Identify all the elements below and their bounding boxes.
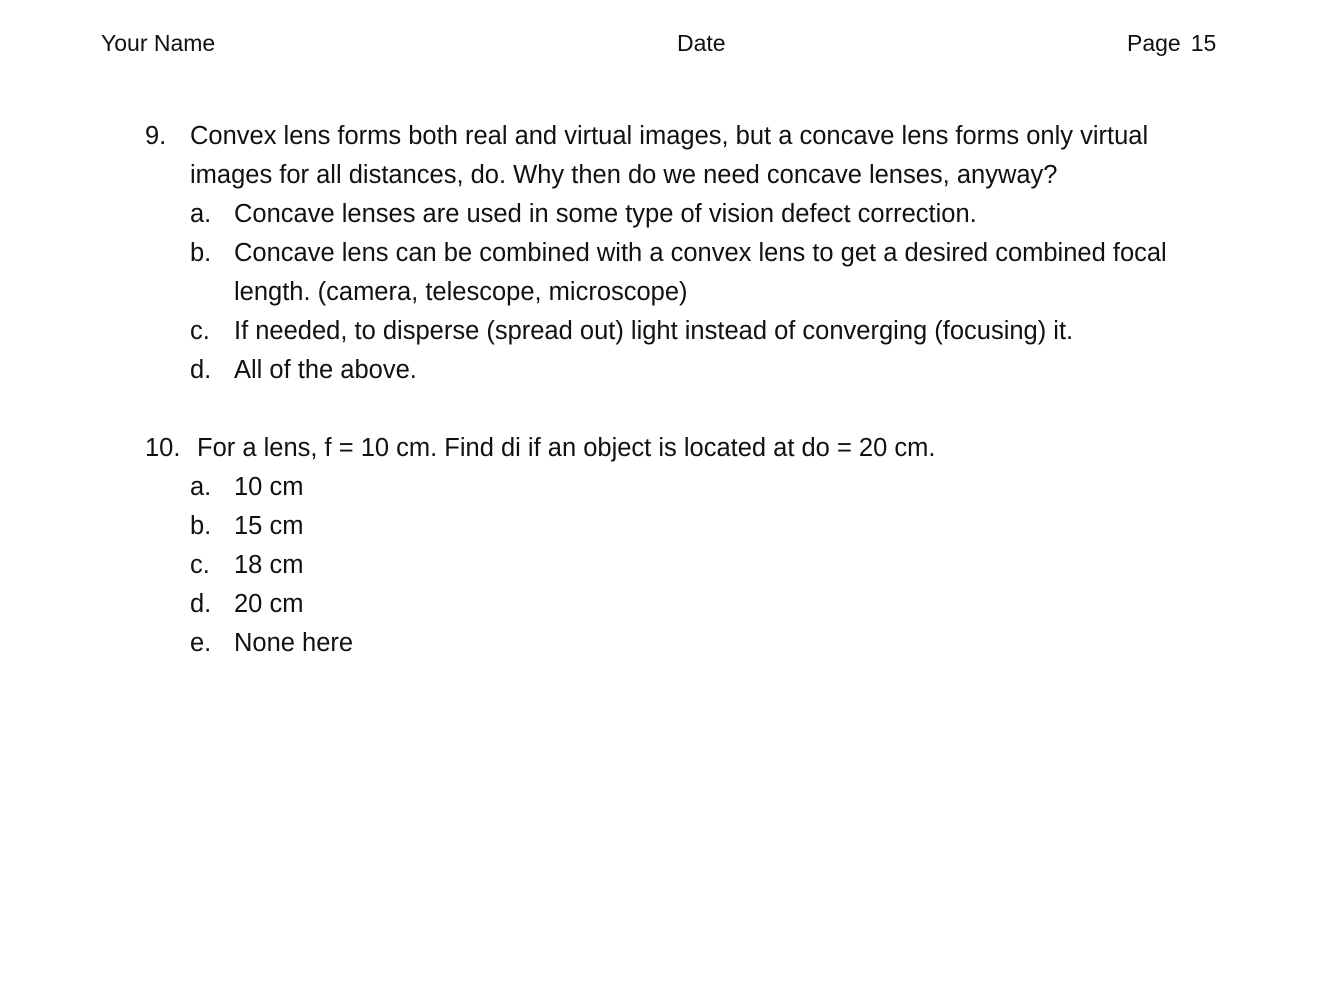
option-letter: e. — [190, 629, 212, 657]
option-letter: d. — [190, 590, 212, 618]
option-text: 10 cm — [234, 473, 304, 501]
option-text: 15 cm — [234, 512, 304, 540]
page-indicator — [1127, 30, 1216, 57]
question-text: For a lens, f = 10 cm. Find di if an object is located at do = 20 cm. — [197, 434, 936, 462]
question-text: Convex lens forms both real and virtual images, but a concave lens forms only virtual images for all distances, do. Why then do we need concave lenses, anyway? — [190, 122, 1149, 189]
question-number: 9. — [145, 122, 167, 150]
date-label: Date — [677, 30, 726, 56]
answer-option — [0, 195, 1338, 234]
option-text: Concave lens can be combined with a convex lens to get a desired combined focal length. (camera, telescope, microscope) — [234, 239, 1167, 306]
spacer — [0, 390, 1338, 429]
document-body — [0, 117, 1338, 663]
option-letter: d. — [190, 356, 212, 384]
answer-option — [0, 468, 1338, 507]
option-text: 18 cm — [234, 551, 304, 579]
answer-option — [0, 624, 1338, 663]
option-letter: c. — [190, 317, 210, 345]
answer-option — [0, 585, 1338, 624]
answer-option — [0, 312, 1338, 351]
option-letter: c. — [190, 551, 210, 579]
answer-option — [0, 234, 1338, 312]
question-number: 10. — [145, 434, 181, 462]
option-text: 20 cm — [234, 590, 304, 618]
option-letter: a. — [190, 473, 212, 501]
page-number: 15 — [1190, 30, 1217, 56]
option-letter: b. — [190, 239, 212, 267]
option-letter: a. — [190, 200, 212, 228]
option-text: If needed, to disperse (spread out) light instead of converging (focusing) it. — [234, 317, 1074, 345]
option-text: Concave lenses are used in some type of vision defect correction. — [234, 200, 977, 228]
answer-option — [0, 546, 1338, 585]
page-label: Page — [1127, 30, 1181, 56]
answer-option — [0, 351, 1338, 390]
answer-options — [0, 195, 1338, 390]
answer-options — [0, 468, 1338, 663]
answer-option — [0, 507, 1338, 546]
question-9 — [0, 117, 1338, 390]
name-label: Your Name — [101, 30, 216, 56]
option-text: All of the above. — [234, 356, 417, 384]
page-header — [0, 30, 1338, 62]
option-letter: b. — [190, 512, 212, 540]
question-10 — [0, 429, 1338, 663]
option-text: None here — [234, 629, 354, 657]
